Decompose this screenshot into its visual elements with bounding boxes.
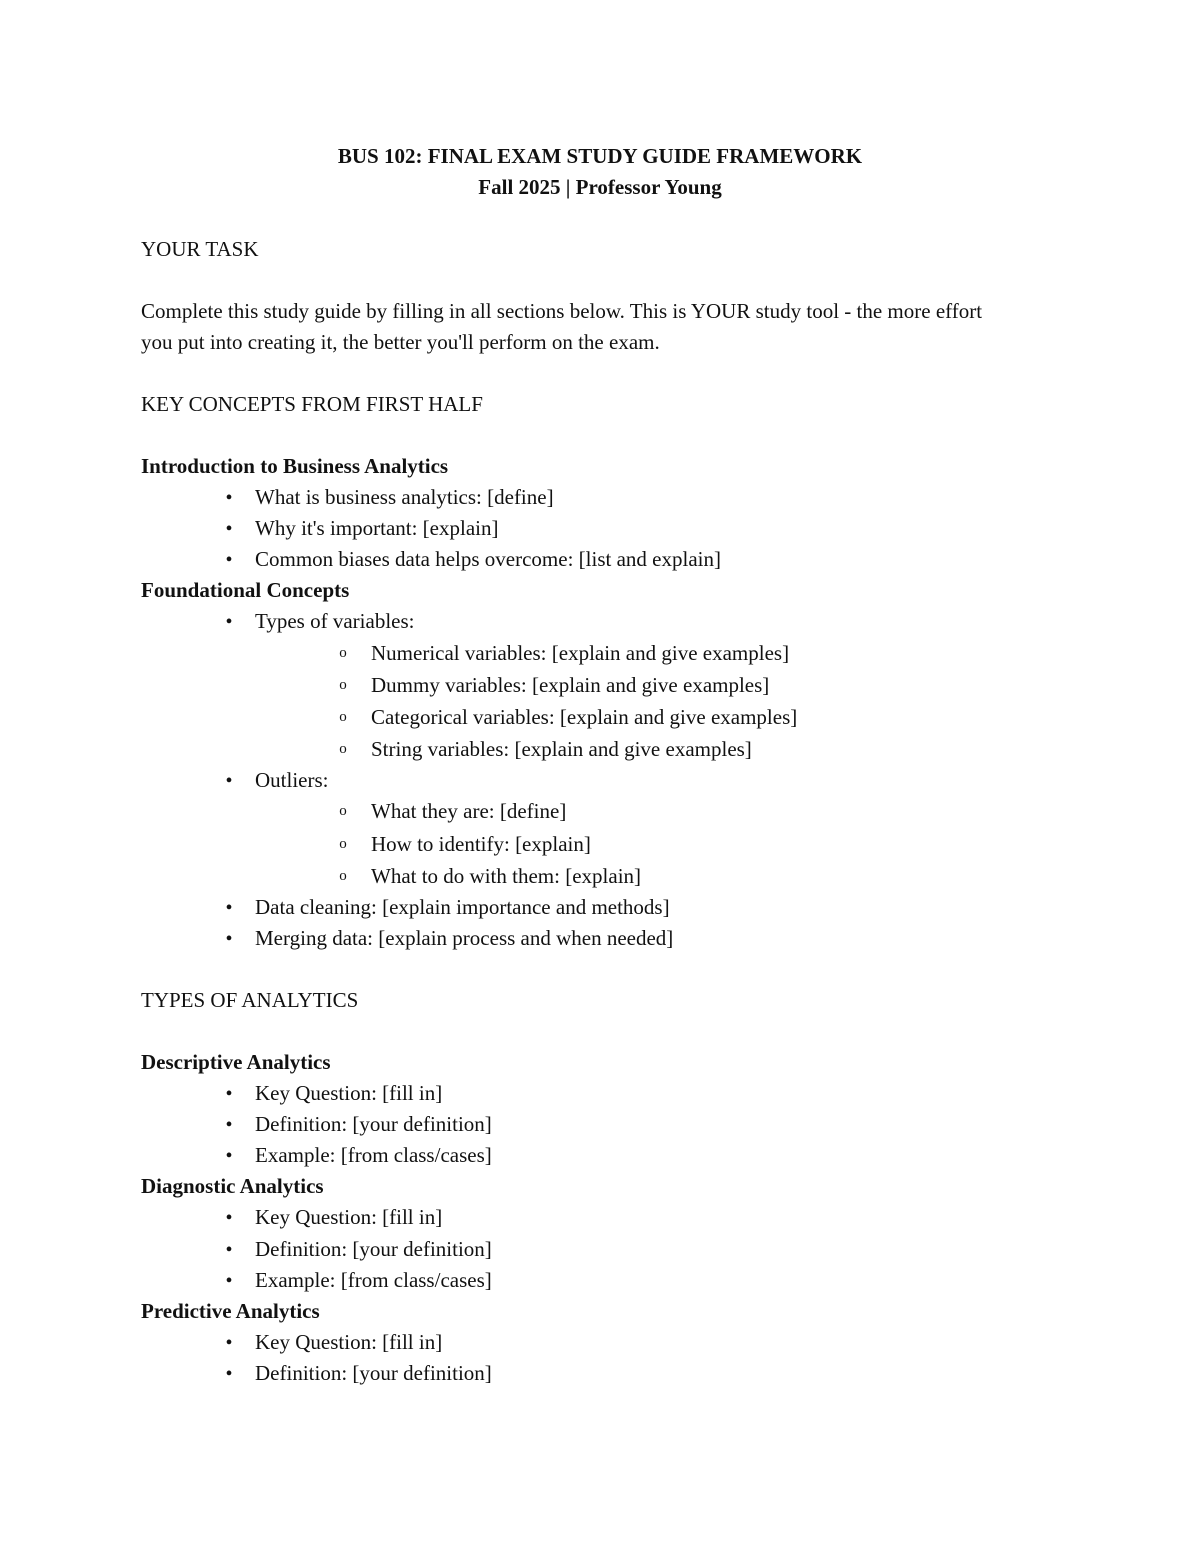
sub-list-item-text: What to do with them: [explain]	[371, 864, 642, 888]
bullet-icon	[222, 1358, 236, 1390]
circle-bullet-icon: o	[339, 677, 347, 693]
bullet-icon	[222, 513, 236, 545]
bullet-icon	[222, 1140, 236, 1172]
bullet-icon	[222, 892, 236, 924]
list-item-text: Key Question: [fill in]	[255, 1330, 443, 1354]
bullet-icon	[222, 1109, 236, 1141]
circle-bullet-icon: o	[339, 868, 347, 884]
list-item-text: What is business analytics: [define]	[255, 485, 554, 509]
list-item-text: Why it's important: [explain]	[255, 516, 499, 540]
diagnostic-heading: Diagnostic Analytics	[141, 1174, 324, 1198]
bullet-icon	[222, 1265, 236, 1297]
bullet-icon	[222, 1202, 236, 1234]
list-item-text: Merging data: [explain process and when needed]	[255, 926, 674, 950]
key-concepts-heading: KEY CONCEPTS FROM FIRST HALF	[141, 392, 483, 416]
task-text-2: you put into creating it, the better you'll perform on the exam.	[141, 330, 660, 354]
sub-list-item-text: String variables: [explain and give examples]	[371, 737, 752, 761]
circle-bullet-icon: o	[339, 803, 347, 819]
task-heading: YOUR TASK	[141, 237, 259, 261]
foundational-heading: Foundational Concepts	[141, 578, 350, 602]
circle-bullet-icon: o	[339, 836, 347, 852]
bullet-icon	[222, 923, 236, 955]
circle-bullet-icon: o	[339, 645, 347, 661]
list-item-text: Definition: [your definition]	[255, 1112, 492, 1136]
bullet-icon	[222, 1234, 236, 1266]
bullet-icon	[222, 1327, 236, 1359]
task-text-1: Complete this study guide by filling in all sections below. This is YOUR study tool - the more effort	[141, 299, 983, 323]
intro-heading: Introduction to Business Analytics	[141, 454, 449, 478]
list-item-text: Definition: [your definition]	[255, 1237, 492, 1261]
list-item-text: Example: [from class/cases]	[255, 1143, 492, 1167]
list-item-text: Key Question: [fill in]	[255, 1081, 443, 1105]
bullet-icon	[222, 1078, 236, 1110]
circle-bullet-icon: o	[339, 709, 347, 725]
bullet-icon	[222, 544, 236, 576]
bullet-icon	[222, 765, 236, 797]
list-item-text: Types of variables:	[255, 609, 415, 633]
sub-list-item-text: What they are: [define]	[371, 799, 567, 823]
bullet-icon	[222, 606, 236, 638]
list-item-text: Outliers:	[255, 768, 329, 792]
predictive-heading: Predictive Analytics	[141, 1299, 320, 1323]
list-item-text: Common biases data helps overcome: [list and explain]	[255, 547, 721, 571]
list-item-text: Key Question: [fill in]	[255, 1205, 443, 1229]
types-heading: TYPES OF ANALYTICS	[141, 988, 359, 1012]
sub-list-item-text: How to identify: [explain]	[371, 832, 591, 856]
list-item-text: Example: [from class/cases]	[255, 1268, 492, 1292]
circle-bullet-icon: o	[339, 741, 347, 757]
sub-list-item-text: Dummy variables: [explain and give examples]	[371, 673, 770, 697]
sub-list-item-text: Numerical variables: [explain and give examples]	[371, 641, 790, 665]
document-title: BUS 102: FINAL EXAM STUDY GUIDE FRAMEWORK	[337, 144, 863, 168]
document-subtitle: Fall 2025 | Professor Young	[478, 175, 722, 199]
descriptive-heading: Descriptive Analytics	[141, 1050, 331, 1074]
list-item-text: Data cleaning: [explain importance and methods]	[255, 895, 670, 919]
list-item-text: Definition: [your definition]	[255, 1361, 492, 1385]
sub-list-item-text: Categorical variables: [explain and give examples]	[371, 705, 798, 729]
bullet-icon	[222, 482, 236, 514]
